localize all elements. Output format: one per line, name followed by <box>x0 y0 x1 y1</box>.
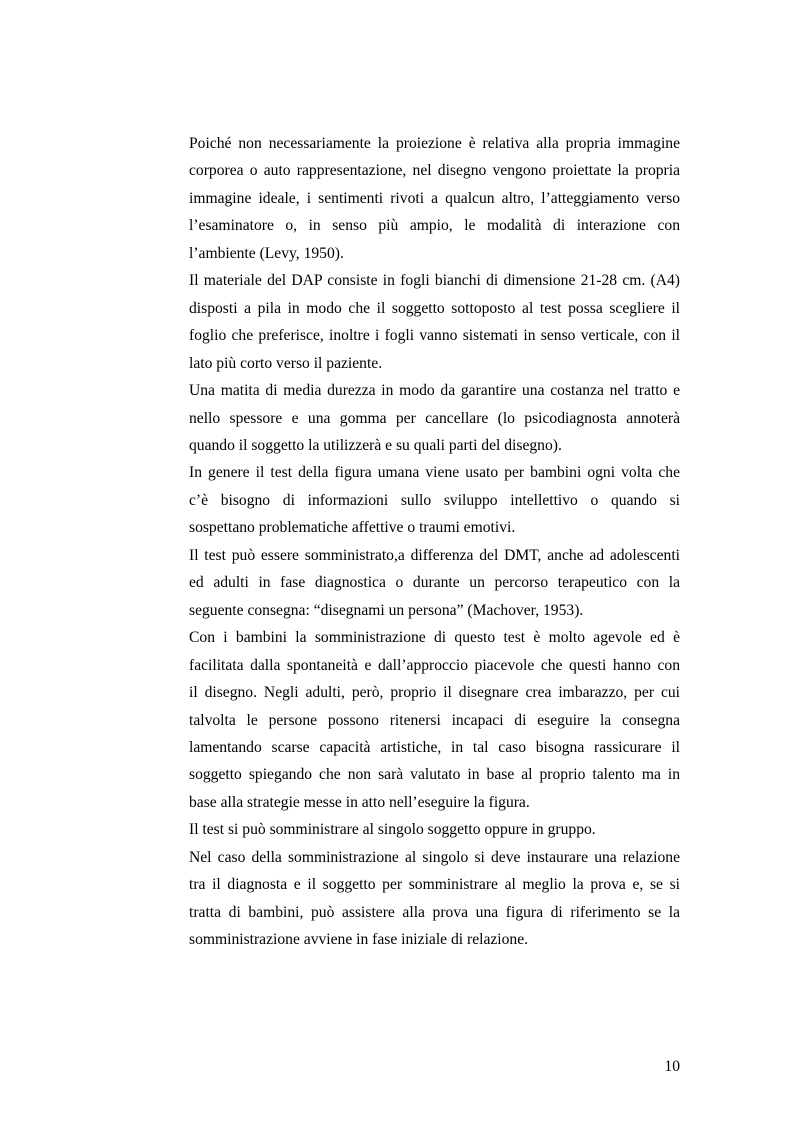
text-line: talvolta le persone possono ritenersi incapaci di eseguire la consegna <box>189 711 680 729</box>
text-line: somministrazione avviene in fase iniziale di relazione. <box>189 931 529 949</box>
text-line: Una matita di media durezza in modo da garantire una costanza nel tratto e <box>189 382 680 400</box>
paragraph-adults <box>189 542 680 624</box>
text-line: Poiché non necessariamente la proiezione è relativa alla propria immagine <box>189 135 680 152</box>
text-line: c’è bisogno di informazioni sullo sviluppo intellettivo o quando si <box>189 491 680 509</box>
text-line: Il test può essere somministrato,a differenza del DMT, anche ad adolescenti <box>189 546 680 564</box>
text-line: Il materiale del DAP consiste in fogli bianchi di dimensione 21-28 cm. (A4) <box>189 272 680 290</box>
text-line: l’ambiente (Levy, 1950). <box>189 244 344 262</box>
text-line: seguente consegna: “disegnami un persona” (Machover, 1953). <box>189 601 584 619</box>
text-line: corporea o auto rappresentazione, nel disegno vengono proiettate la propria <box>189 162 680 180</box>
paragraph-children-use <box>189 459 680 541</box>
text-line: tra il diagnosta e il soggetto per somministrare al meglio la prova e, se si <box>189 876 680 894</box>
paragraph-pencil <box>189 377 680 459</box>
text-line: soggetto spiegando che non sarà valutato in base al proprio talento ma in <box>189 766 680 784</box>
paragraph-dap-material <box>189 267 680 377</box>
paragraph-administration <box>189 624 680 816</box>
text-line: sospettano problematiche affettive o traumi emotivi. <box>189 519 516 537</box>
text-line: foglio che preferisce, inoltre i fogli vanno sistemati in senso verticale, con il <box>189 327 680 345</box>
text-line: quando il soggetto la utilizzerà e su quali parti del disegno). <box>189 436 562 454</box>
body-text <box>189 130 680 954</box>
paragraph-group <box>189 816 680 843</box>
text-line: immagine ideale, i sentimenti rivoti a qualcun altro, l’atteggiamento verso <box>189 189 680 207</box>
text-line: lato più corto verso il paziente. <box>189 354 383 372</box>
text-line: il disegno. Negli adulti, però, proprio il disegnare crea imbarazzo, per cui <box>189 684 680 702</box>
text-line: base alla strategie messe in atto nell’eseguire la figura. <box>189 793 530 811</box>
page-number: 10 <box>664 1058 680 1075</box>
text-line: facilitata dalla spontaneità e dall’approccio piacevole che questi hanno con <box>189 656 680 674</box>
text-line: lamentando scarse capacità artistiche, in tal caso bisogna rassicurare il <box>189 738 680 756</box>
text-line: Il test si può somministrare al singolo soggetto oppure in gruppo. <box>189 821 596 839</box>
text-line: In genere il test della figura umana viene usato per bambini ogni volta che <box>189 464 680 482</box>
text-line: Con i bambini la somministrazione di questo test è molto agevole ed è <box>189 629 680 647</box>
text-line: tratta di bambini, può assistere alla prova una figura di riferimento se la <box>189 903 680 921</box>
text-line: Nel caso della somministrazione al singolo si deve instaurare una relazione <box>189 848 680 866</box>
text-line: l’esaminatore o, in senso più ampio, le modalità di interazione con <box>189 217 680 235</box>
text-line: nello spessore e una gomma per cancellare (lo psicodiagnosta annoterà <box>189 409 680 427</box>
text-line: ed adulti in fase diagnostica o durante un percorso terapeutico con la <box>189 574 680 592</box>
paragraph-individual <box>189 844 680 954</box>
text-line: disposti a pila in modo che il soggetto sottoposto al test possa scegliere il <box>189 299 680 317</box>
paragraph-projection <box>189 130 680 267</box>
